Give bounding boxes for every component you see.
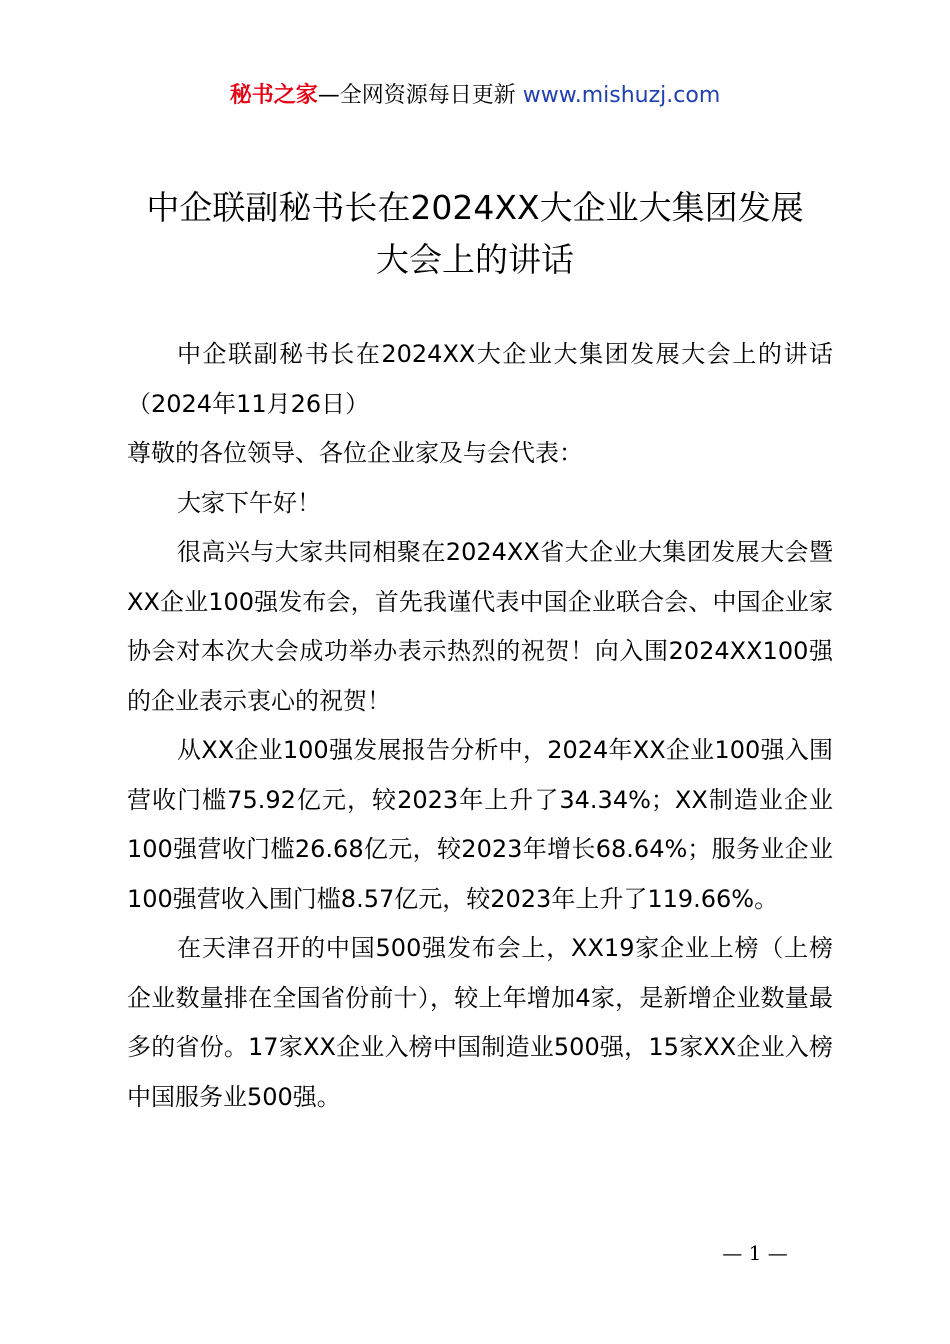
title-line-1: 中企联副秘书长在2024XX大企业大集团发展 bbox=[146, 188, 804, 227]
document-body bbox=[127, 330, 833, 1122]
greeting: 大家下午好！ bbox=[177, 488, 321, 517]
site-url-link[interactable]: www.mishuzj.com bbox=[522, 83, 721, 108]
paragraph: 很高兴与大家共同相聚在2024XX省大企业大集团发展大会暨XX企业100强发布会，首先我谨代表中国企业联合会、中国企业家协会对本次大会成功举办表示热烈的祝贺！向入围2024XX100强的企业表示衷心的祝贺！ bbox=[127, 538, 833, 715]
paragraph: 在天津召开的中国500强发布会上，XX19家企业上榜（上榜企业数量排在全国省份前十），较上年增加4家，是新增企业数量最多的省份。17家XX企业入榜中国制造业500强，15家XX企业入榜中国服务业500强。 bbox=[127, 934, 833, 1111]
document-title bbox=[80, 182, 870, 286]
site-header bbox=[0, 80, 950, 112]
salutation: 尊敬的各位领导、各位企业家及与会代表： bbox=[127, 439, 583, 467]
page-number: — 1 — bbox=[722, 1241, 788, 1265]
title-line-2: 大会上的讲话 bbox=[376, 240, 574, 279]
document-subtitle: 中企联副秘书长在2024XX大企业大集团发展大会上的讲话（2024年11月26日） bbox=[127, 340, 833, 418]
brand-name: 秘书之家 bbox=[229, 83, 318, 108]
paragraph: 从XX企业100强发展报告分析中，2024年XX企业100强入围营收门槛75.92亿元，较2023年上升了34.34%；XX制造业企业100强营收门槛26.68亿元，较2023年增长68.64%；服务业企业100强营收入围门槛8.57亿元，较2023年上升了119.66%。 bbox=[127, 736, 833, 913]
header-slogan: —全网资源每日更新 bbox=[317, 83, 516, 108]
